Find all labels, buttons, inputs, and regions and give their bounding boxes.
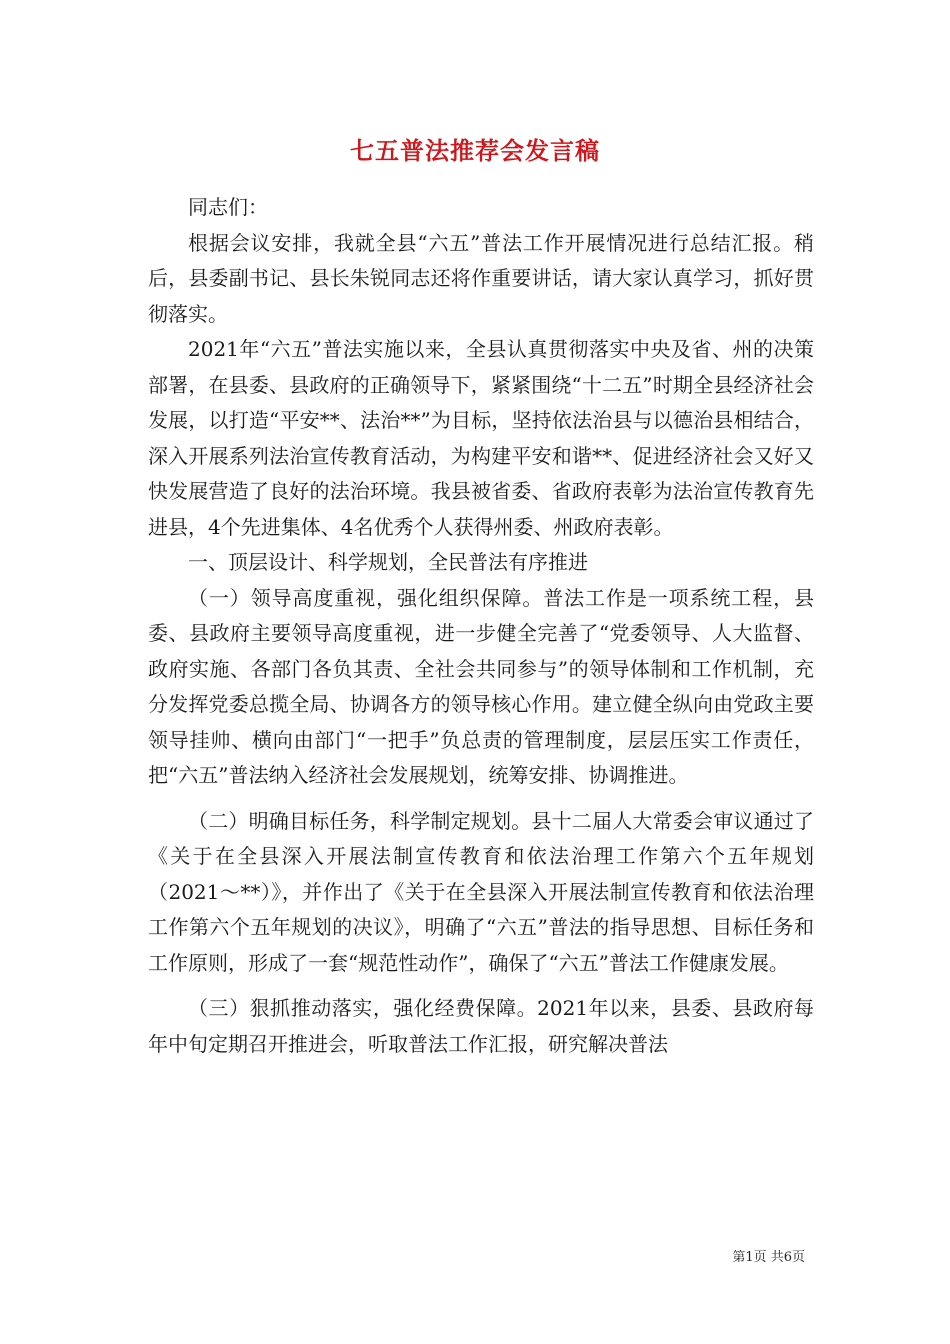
document-title: 七五普法推荐会发言稿 xyxy=(350,136,600,165)
paragraph-intro: 根据会议安排，我就全县“六五”普法工作开展情况进行总结汇报。稍后，县委副书记、县长朱锐同志还将作重要讲话，请大家认真学习，抓好贯彻落实。 xyxy=(148,230,814,326)
section-heading-1: 一、顶层设计、科学规划，全民普法有序推进 xyxy=(188,550,588,574)
paragraph-item-2: （二）明确目标任务，科学制定规划。县十二届人大常委会审议通过了《关于在全县深入开展法制宣传教育和依法治理工作第六个五年规划（2021～**）》，并作出了《关于在全县深入开展法制宣传教育和依法治理工作第六个五年规划的决议》，明确了“六五”普法的指导思想、目标任务和工作原则，形成了一套“规范性动作”，确保了“六五”普法工作健康发展。 xyxy=(148,808,814,975)
paragraph-overview: 2021年“六五”普法实施以来，全县认真贯彻落实中央及省、州的决策部署，在县委、县政府的正确领导下，紧紧围绕“十二五”时期全县经济社会发展，以打造“平安**、法治**”为目标，坚持依法治县与以德治县相结合，深入开展系列法治宣传教育活动，为构建平安和谐**、促进经济社会又好又快发展营造了良好的法治环境。我县被省委、省政府表彰为法治宣传教育先进县，4个先进集体、4名优秀个人获得州委、州政府表彰。 xyxy=(148,337,814,539)
paragraph-item-1: （一）领导高度重视，强化组织保障。普法工作是一项系统工程，县委、县政府主要领导高度重视，进一步健全完善了“党委领导、人大监督、政府实施、各部门各负其责、全社会共同参与”的领导体制和工作机制，充分发挥党委总揽全局、协调各方的领导核心作用。建立健全纵向由党政主要领导挂帅、横向由部门“一把手”负总责的管理制度，层层压实工作责任，把“六五”普法纳入经济社会发展规划，统筹安排、协调推进。 xyxy=(148,585,814,787)
paragraph-item-3: （三）狠抓推动落实，强化经费保障。2021年以来，县委、县政府每年中旬定期召开推进会，听取普法工作汇报，研究解决普法 xyxy=(148,996,814,1056)
document-body xyxy=(148,190,814,1062)
salutation: 同志们： xyxy=(188,195,268,219)
page-number-footer: 第1页 共6页 xyxy=(732,1250,805,1265)
